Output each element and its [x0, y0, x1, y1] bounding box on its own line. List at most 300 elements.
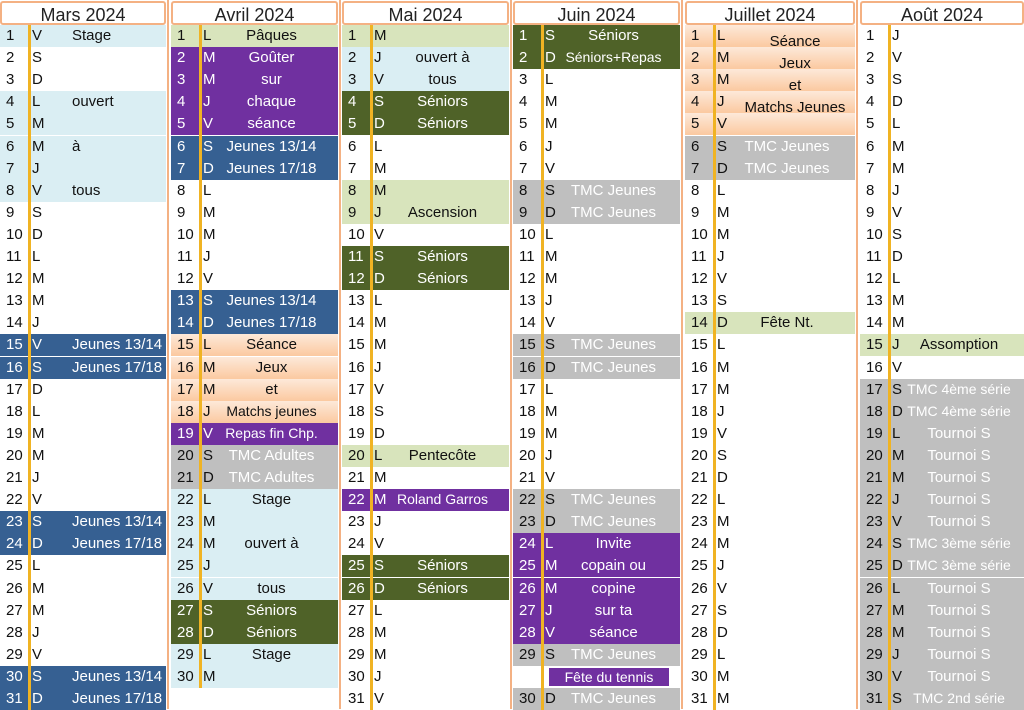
day-row: [171, 489, 338, 511]
day-number: 25: [866, 557, 883, 575]
day-row: [342, 47, 509, 69]
day-number: 4: [177, 93, 186, 111]
day-number: 28: [866, 623, 883, 641]
weekday-letter: V: [203, 115, 214, 133]
weekday-letter: S: [545, 491, 556, 509]
day-row: [685, 268, 855, 290]
weekday-letter: V: [892, 203, 903, 221]
weekday-letter: V: [374, 71, 385, 89]
day-number: 7: [6, 159, 15, 177]
day-row: [860, 379, 1024, 401]
day-row: [0, 180, 166, 202]
day-number: 31: [866, 690, 883, 707]
column-separator: [681, 0, 683, 709]
weekday-letter: M: [892, 137, 905, 155]
event-label: TMC Jeunes: [570, 358, 657, 376]
day-number: 22: [6, 491, 23, 509]
day-number: 4: [866, 93, 875, 111]
day-number: 2: [866, 49, 875, 67]
weekday-letter: L: [892, 424, 901, 442]
event-label: Tournoi S: [927, 469, 991, 486]
weekday-letter: L: [32, 557, 41, 575]
day-number: 23: [866, 513, 883, 531]
weekday-letter: D: [717, 469, 728, 486]
day-number: 20: [691, 446, 708, 464]
day-number: 6: [866, 137, 875, 155]
day-number: 27: [348, 601, 365, 619]
weekday-letter: V: [545, 623, 556, 641]
day-number: 3: [519, 71, 528, 89]
day-row: [685, 136, 855, 158]
month-title: Avril 2024: [171, 1, 338, 25]
event-label: tous: [257, 579, 286, 597]
day-row: [0, 600, 166, 622]
weekday-letter: M: [32, 270, 45, 288]
weekday-letter: D: [892, 93, 903, 111]
day-number: 16: [519, 358, 536, 376]
event-label: TMC Jeunes: [570, 645, 657, 663]
day-row: [171, 401, 338, 423]
day-row: [513, 180, 680, 202]
weekday-letter: D: [892, 402, 903, 420]
weekday-letter: M: [374, 336, 387, 354]
weekday-letter: D: [892, 248, 903, 265]
day-number: 31: [348, 690, 365, 707]
day-row: [342, 334, 509, 356]
weekday-letter: J: [717, 402, 725, 420]
event-label: Assomption: [919, 336, 999, 354]
day-row: [342, 290, 509, 312]
day-row: [860, 555, 1024, 577]
day-number: 15: [177, 336, 194, 354]
weekday-letter: M: [203, 380, 216, 398]
weekday-letter: M: [203, 667, 216, 685]
day-number: 7: [691, 159, 700, 177]
day-row: [342, 401, 509, 423]
weekday-letter: S: [892, 380, 903, 398]
weekday-letter: J: [892, 336, 900, 354]
day-row: [513, 688, 680, 710]
event-label: Tournoi S: [927, 446, 991, 464]
weekday-letter: S: [892, 690, 903, 707]
weekday-letter: L: [374, 601, 383, 619]
day-number: 14: [6, 314, 23, 332]
event-label: Jeunes 13/14: [72, 336, 163, 354]
weekday-letter: D: [545, 203, 556, 221]
day-row: [860, 511, 1024, 533]
day-number: 25: [177, 557, 194, 575]
weekday-letter: D: [545, 690, 556, 707]
event-label: Jeux: [255, 358, 288, 376]
event-label: TMC Jeunes: [570, 181, 657, 199]
day-row: [171, 445, 338, 467]
day-number: 19: [691, 424, 708, 442]
weekday-letter: S: [717, 601, 728, 619]
event-label: TMC Jeunes: [570, 491, 657, 509]
weekday-letter: M: [892, 292, 905, 310]
day-number: 1: [691, 27, 700, 44]
day-row: [0, 136, 166, 158]
day-row: [685, 467, 855, 489]
day-number: 29: [6, 645, 23, 663]
weekday-letter: S: [203, 446, 214, 464]
day-row: [685, 622, 855, 644]
timeline-line: [713, 25, 716, 710]
weekday-letter: M: [32, 115, 45, 133]
weekday-letter: J: [374, 203, 382, 221]
note-line: Jeux: [779, 55, 811, 72]
weekday-letter: S: [545, 645, 556, 663]
event-label: Fête Nt.: [760, 314, 814, 332]
day-number: 18: [177, 402, 194, 420]
day-number: 12: [348, 270, 365, 288]
weekday-letter: S: [374, 93, 385, 111]
day-number: 13: [177, 292, 194, 310]
weekday-letter: J: [717, 557, 725, 575]
timeline-line: [541, 25, 544, 710]
day-number: 16: [177, 358, 194, 376]
day-row: [0, 578, 166, 600]
day-row: [685, 688, 855, 710]
day-number: 15: [866, 336, 883, 354]
day-row: [0, 666, 166, 688]
day-number: 14: [177, 314, 194, 332]
column-separator: [339, 0, 341, 709]
weekday-letter: L: [545, 380, 554, 398]
event-label: Ascension: [407, 203, 478, 221]
day-row: [513, 136, 680, 158]
day-row: [342, 158, 509, 180]
day-row: [342, 644, 509, 666]
day-row: [685, 445, 855, 467]
weekday-letter: S: [545, 336, 556, 354]
event-label: Invite: [595, 535, 632, 553]
day-row: [860, 644, 1024, 666]
event-label: Stage: [251, 645, 292, 663]
day-row: [171, 555, 338, 577]
weekday-letter: M: [717, 380, 730, 398]
event-label: Repas fin Chp.: [225, 424, 318, 441]
day-row: [513, 644, 680, 666]
day-row: [685, 357, 855, 379]
day-number: 3: [691, 71, 700, 89]
weekday-letter: M: [374, 623, 387, 641]
event-label: TMC Jeunes: [570, 513, 657, 531]
weekday-letter: L: [892, 270, 901, 288]
day-number: 21: [866, 469, 883, 486]
day-number: 18: [348, 402, 365, 420]
day-number: 17: [348, 380, 365, 398]
event-label: Séniors: [588, 27, 639, 44]
weekday-letter: D: [32, 535, 43, 553]
day-row: [685, 180, 855, 202]
day-number: 22: [691, 491, 708, 509]
timeline-line: [370, 25, 373, 710]
day-number: 9: [866, 203, 875, 221]
day-number: 20: [6, 446, 23, 464]
day-number: 13: [6, 292, 23, 310]
month-column: [513, 0, 680, 709]
day-number: 16: [691, 358, 708, 376]
weekday-letter: L: [374, 137, 383, 155]
event-label: Tournoi S: [927, 667, 991, 685]
month-title: Juin 2024: [513, 1, 680, 25]
day-row: [0, 489, 166, 511]
weekday-letter: V: [717, 579, 728, 597]
event-label: TMC Jeunes: [570, 203, 657, 221]
day-row: [513, 357, 680, 379]
event-label: Tournoi S: [927, 645, 991, 663]
weekday-letter: J: [32, 623, 40, 641]
weekday-letter: M: [892, 446, 905, 464]
day-row: [0, 533, 166, 555]
weekday-letter: L: [892, 115, 901, 133]
day-number: 19: [866, 424, 883, 442]
event-label: Jeunes 13/14: [72, 513, 163, 531]
day-number: 1: [348, 27, 357, 44]
day-number: 21: [519, 469, 536, 486]
weekday-letter: V: [374, 690, 385, 707]
weekday-letter: V: [892, 513, 903, 531]
event-label: TMC 4ème série: [907, 380, 1011, 397]
day-row: [860, 180, 1024, 202]
day-number: 11: [348, 248, 364, 265]
day-number: 15: [519, 336, 536, 354]
weekday-letter: D: [374, 424, 385, 442]
weekday-letter: M: [717, 203, 730, 221]
event-label: Matchs jeunes: [226, 402, 317, 419]
day-row: [685, 423, 855, 445]
weekday-letter: J: [32, 314, 40, 332]
event-label: TMC Jeunes: [570, 336, 657, 354]
weekday-letter: S: [717, 137, 728, 155]
event-label: Tournoi S: [927, 579, 991, 597]
weekday-letter: M: [717, 667, 730, 685]
weekday-letter: J: [374, 358, 382, 376]
day-row: [0, 467, 166, 489]
day-row: [860, 69, 1024, 91]
day-row: [513, 246, 680, 268]
day-row: [685, 578, 855, 600]
weekday-letter: L: [203, 336, 212, 354]
day-number: 24: [6, 535, 23, 553]
day-number: 20: [866, 446, 883, 464]
day-row: [685, 202, 855, 224]
day-row: [513, 290, 680, 312]
day-number: 3: [348, 71, 357, 89]
timeline-line: [888, 25, 891, 710]
event-label: Séniors: [417, 557, 468, 575]
day-number: 6: [348, 137, 357, 155]
event-label: TMC Adultes: [228, 446, 315, 464]
day-row: [685, 224, 855, 246]
day-row: [0, 401, 166, 423]
weekday-letter: M: [203, 535, 216, 553]
event-label: Tournoi S: [927, 601, 991, 619]
weekday-letter: M: [545, 248, 558, 265]
weekday-letter: D: [203, 314, 214, 332]
day-number: 13: [691, 292, 708, 310]
weekday-letter: D: [545, 513, 556, 531]
day-number: 9: [519, 203, 528, 221]
weekday-letter: J: [545, 137, 553, 155]
event-label: Jeunes 17/18: [72, 690, 163, 707]
weekday-letter: L: [717, 491, 726, 509]
timeline-line: [28, 25, 31, 710]
day-number: 2: [6, 49, 15, 67]
day-number: 20: [177, 446, 194, 464]
day-row: [0, 379, 166, 401]
day-row: [342, 136, 509, 158]
weekday-letter: S: [203, 601, 214, 619]
event-label: TMC 2nd série: [913, 690, 1005, 706]
day-row: [860, 113, 1024, 135]
day-number: 27: [177, 601, 194, 619]
weekday-letter: L: [717, 645, 726, 663]
event-label: Tournoi S: [927, 491, 991, 509]
event-label: ouvert: [72, 93, 114, 111]
column-separator: [856, 0, 858, 709]
day-row: [171, 180, 338, 202]
weekday-letter: M: [32, 579, 45, 597]
weekday-letter: L: [203, 645, 212, 663]
day-number: 5: [691, 115, 700, 133]
day-row: [685, 666, 855, 688]
day-row: [171, 467, 338, 489]
day-row: [860, 489, 1024, 511]
day-number: 7: [348, 159, 357, 177]
day-number: 29: [866, 645, 883, 663]
weekday-letter: D: [203, 623, 214, 641]
event-label: Stage: [251, 491, 292, 509]
weekday-letter: D: [892, 557, 903, 575]
weekday-letter: D: [717, 159, 728, 177]
weekday-letter: D: [32, 690, 43, 707]
event-label: TMC Jeunes: [570, 690, 657, 707]
event-label: TMC Adultes: [228, 469, 315, 486]
weekday-letter: L: [717, 27, 726, 44]
day-number: 26: [866, 579, 883, 597]
day-row: [513, 533, 680, 555]
weekday-letter: V: [545, 314, 556, 332]
weekday-letter: L: [374, 446, 383, 464]
day-number: 11: [177, 248, 193, 265]
day-row: [171, 268, 338, 290]
day-row: [513, 69, 680, 91]
day-row: [171, 47, 338, 69]
day-number: 24: [519, 535, 536, 553]
weekday-letter: J: [203, 557, 211, 575]
day-number: 3: [177, 71, 186, 89]
day-number: 6: [519, 137, 528, 155]
day-number: 14: [519, 314, 536, 332]
day-row: [342, 688, 509, 710]
weekday-letter: S: [717, 292, 728, 310]
day-row: [860, 47, 1024, 69]
day-number: 11: [6, 248, 22, 265]
day-number: 7: [177, 159, 186, 177]
weekday-letter: D: [717, 314, 728, 332]
column-separator: [510, 0, 512, 709]
weekday-letter: S: [203, 137, 214, 155]
day-number: 6: [177, 137, 186, 155]
day-row: [171, 224, 338, 246]
day-row: [171, 202, 338, 224]
event-label: tous: [72, 181, 101, 199]
day-row: [171, 91, 338, 113]
weekday-letter: V: [203, 579, 214, 597]
day-number: 30: [519, 690, 536, 707]
day-number: 8: [177, 181, 186, 199]
day-row: [685, 555, 855, 577]
weekday-letter: L: [545, 535, 554, 553]
day-row: [860, 268, 1024, 290]
day-number: 5: [519, 115, 528, 133]
day-row: [513, 489, 680, 511]
day-row: [0, 334, 166, 356]
day-number: 28: [6, 623, 23, 641]
weekday-letter: L: [203, 491, 212, 509]
weekday-letter: M: [203, 358, 216, 376]
weekday-letter: J: [717, 93, 725, 111]
day-row: [513, 113, 680, 135]
day-row: [171, 644, 338, 666]
day-row: [860, 445, 1024, 467]
weekday-letter: M: [717, 513, 730, 531]
event-label: Séniors: [417, 579, 468, 597]
day-number: 14: [348, 314, 365, 332]
weekday-letter: M: [717, 225, 730, 243]
day-row: [513, 158, 680, 180]
day-row: [685, 401, 855, 423]
day-number: 3: [866, 71, 875, 89]
day-number: 8: [691, 181, 700, 199]
day-row: [0, 511, 166, 533]
day-row: [513, 47, 680, 69]
day-number: 10: [519, 225, 536, 243]
day-row: [685, 644, 855, 666]
fete-du-tennis-label: Fête du tennis: [549, 668, 669, 686]
day-number: 8: [519, 181, 528, 199]
day-number: 28: [519, 623, 536, 641]
day-row: [860, 467, 1024, 489]
weekday-letter: V: [717, 270, 728, 288]
day-number: 26: [348, 579, 365, 597]
day-row: [0, 445, 166, 467]
day-number: 4: [348, 93, 357, 111]
day-number: 29: [691, 645, 708, 663]
day-row: [342, 113, 509, 135]
weekday-letter: S: [374, 248, 385, 265]
day-number: 5: [866, 115, 875, 133]
weekday-letter: J: [892, 491, 900, 509]
event-label: Roland Garros: [396, 491, 489, 508]
event-label: copain ou: [580, 557, 647, 575]
day-row: [171, 379, 338, 401]
day-row: [513, 91, 680, 113]
day-number: 18: [866, 402, 883, 420]
weekday-letter: J: [374, 667, 382, 685]
day-number: 13: [519, 292, 536, 310]
day-row: [342, 445, 509, 467]
day-row: [342, 69, 509, 91]
weekday-letter: D: [374, 579, 385, 597]
day-row: [860, 401, 1024, 423]
day-number: 30: [348, 667, 365, 685]
day-row: [171, 334, 338, 356]
day-row: [860, 423, 1024, 445]
event-label: Séniors+Repas: [565, 49, 662, 66]
